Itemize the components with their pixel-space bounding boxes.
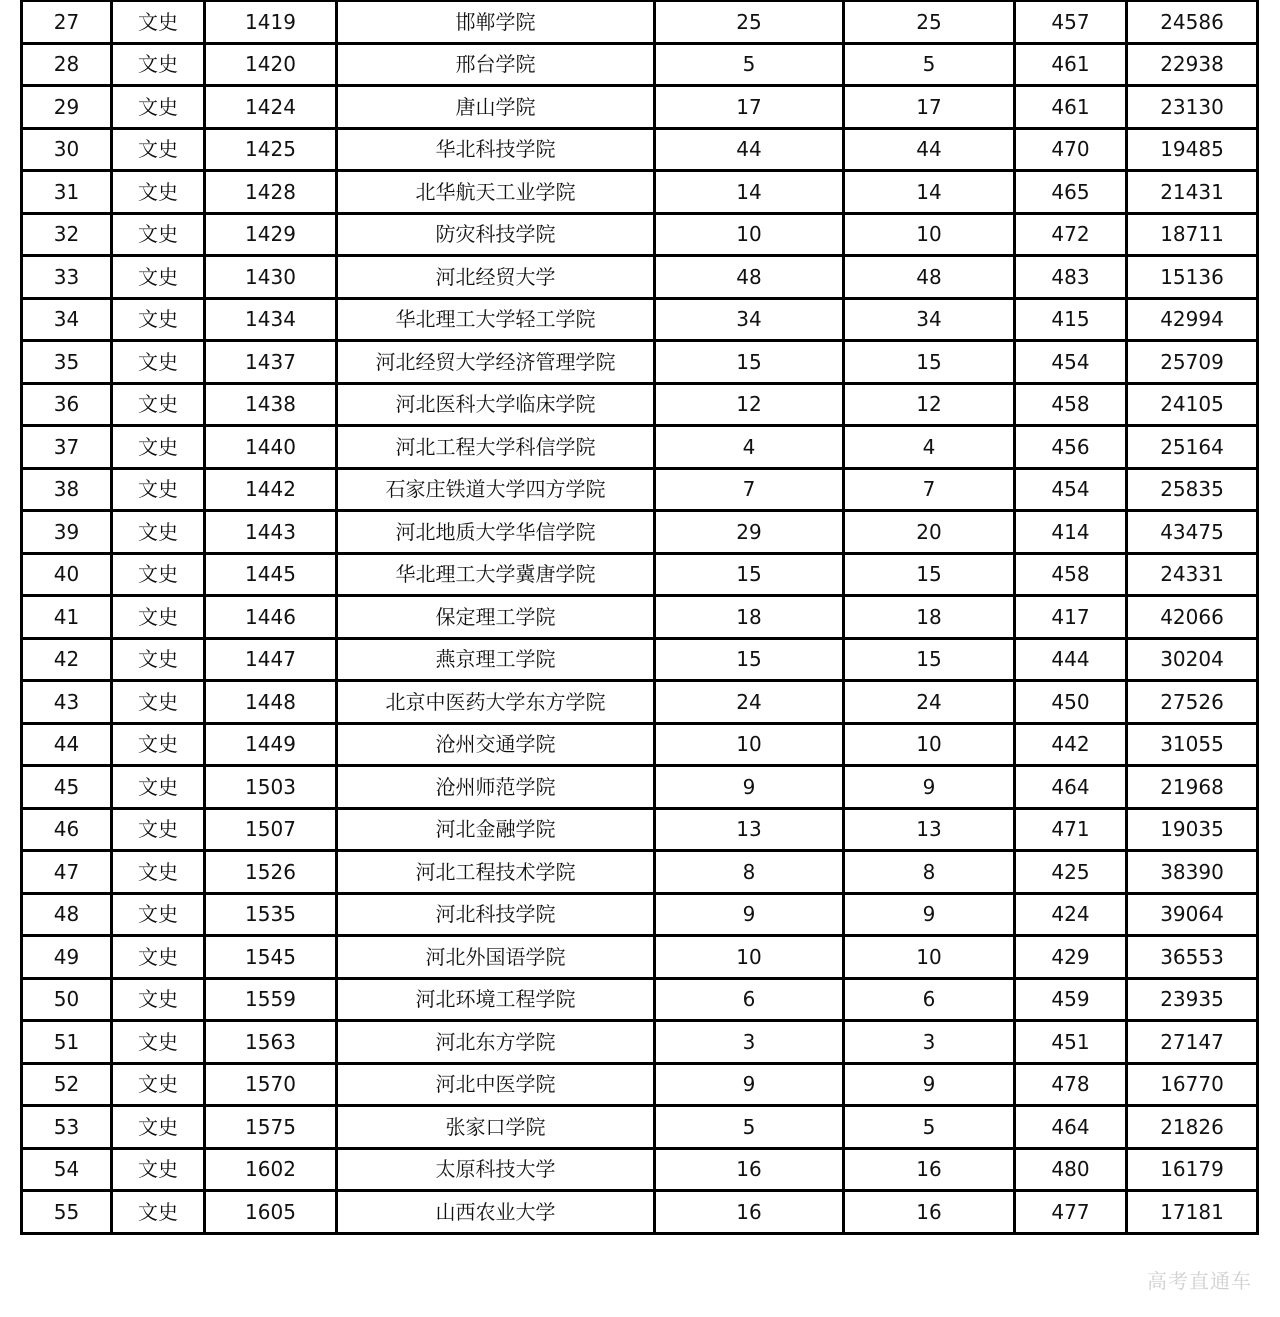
subject-category-cell: 文史 — [112, 851, 205, 894]
school-code-cell: 1424 — [205, 86, 337, 129]
plan-count-cell: 4 — [655, 426, 844, 469]
table-row — [22, 171, 1258, 214]
school-name-cell: 河北东方学院 — [337, 1021, 655, 1064]
admitted-count-cell: 5 — [844, 1106, 1015, 1149]
table-row — [22, 893, 1258, 936]
subject-category-cell: 文史 — [112, 766, 205, 809]
row-number-cell: 44 — [22, 723, 112, 766]
min-rank-cell: 25709 — [1127, 341, 1258, 384]
plan-count-cell: 16 — [655, 1148, 844, 1191]
school-code-cell: 1526 — [205, 851, 337, 894]
table-row — [22, 553, 1258, 596]
subject-category-cell: 文史 — [112, 1063, 205, 1106]
subject-category-cell: 文史 — [112, 936, 205, 979]
admitted-count-cell: 48 — [844, 256, 1015, 299]
row-number-cell: 54 — [22, 1148, 112, 1191]
plan-count-cell: 44 — [655, 128, 844, 171]
plan-count-cell: 5 — [655, 1106, 844, 1149]
school-name-cell: 华北理工大学冀唐学院 — [337, 553, 655, 596]
school-code-cell: 1430 — [205, 256, 337, 299]
row-number-cell: 32 — [22, 213, 112, 256]
table-row — [22, 298, 1258, 341]
row-number-cell: 34 — [22, 298, 112, 341]
admitted-count-cell: 9 — [844, 893, 1015, 936]
subject-category-cell: 文史 — [112, 808, 205, 851]
school-name-cell: 河北经贸大学 — [337, 256, 655, 299]
subject-category-cell: 文史 — [112, 1, 205, 44]
row-number-cell: 51 — [22, 1021, 112, 1064]
min-rank-cell: 18711 — [1127, 213, 1258, 256]
plan-count-cell: 34 — [655, 298, 844, 341]
table-row — [22, 341, 1258, 384]
admitted-count-cell: 15 — [844, 553, 1015, 596]
plan-count-cell: 15 — [655, 553, 844, 596]
min-score-cell: 450 — [1015, 681, 1127, 724]
school-code-cell: 1602 — [205, 1148, 337, 1191]
school-name-cell: 张家口学院 — [337, 1106, 655, 1149]
min-rank-cell: 31055 — [1127, 723, 1258, 766]
row-number-cell: 47 — [22, 851, 112, 894]
plan-count-cell: 29 — [655, 511, 844, 554]
plan-count-cell: 7 — [655, 468, 844, 511]
admitted-count-cell: 6 — [844, 978, 1015, 1021]
school-code-cell: 1425 — [205, 128, 337, 171]
row-number-cell: 35 — [22, 341, 112, 384]
subject-category-cell: 文史 — [112, 468, 205, 511]
school-name-cell: 燕京理工学院 — [337, 638, 655, 681]
table-row — [22, 86, 1258, 129]
min-rank-cell: 16179 — [1127, 1148, 1258, 1191]
min-rank-cell: 42994 — [1127, 298, 1258, 341]
min-rank-cell: 24105 — [1127, 383, 1258, 426]
subject-category-cell: 文史 — [112, 1021, 205, 1064]
row-number-cell: 27 — [22, 1, 112, 44]
min-score-cell: 470 — [1015, 128, 1127, 171]
min-rank-cell: 38390 — [1127, 851, 1258, 894]
table-row — [22, 468, 1258, 511]
table-row — [22, 681, 1258, 724]
min-score-cell: 429 — [1015, 936, 1127, 979]
admitted-count-cell: 13 — [844, 808, 1015, 851]
school-name-cell: 河北经贸大学经济管理学院 — [337, 341, 655, 384]
school-name-cell: 唐山学院 — [337, 86, 655, 129]
school-name-cell: 河北科技学院 — [337, 893, 655, 936]
admitted-count-cell: 24 — [844, 681, 1015, 724]
school-code-cell: 1443 — [205, 511, 337, 554]
plan-count-cell: 17 — [655, 86, 844, 129]
school-name-cell: 河北金融学院 — [337, 808, 655, 851]
school-code-cell: 1429 — [205, 213, 337, 256]
min-score-cell: 458 — [1015, 553, 1127, 596]
admitted-count-cell: 10 — [844, 213, 1015, 256]
subject-category-cell: 文史 — [112, 171, 205, 214]
table-row — [22, 978, 1258, 1021]
school-code-cell: 1563 — [205, 1021, 337, 1064]
table-row — [22, 213, 1258, 256]
min-score-cell: 415 — [1015, 298, 1127, 341]
row-number-cell: 53 — [22, 1106, 112, 1149]
min-score-cell: 471 — [1015, 808, 1127, 851]
school-code-cell: 1507 — [205, 808, 337, 851]
min-rank-cell: 25164 — [1127, 426, 1258, 469]
min-rank-cell: 24331 — [1127, 553, 1258, 596]
school-code-cell: 1419 — [205, 1, 337, 44]
row-number-cell: 30 — [22, 128, 112, 171]
admitted-count-cell: 20 — [844, 511, 1015, 554]
table-row — [22, 43, 1258, 86]
min-rank-cell: 27526 — [1127, 681, 1258, 724]
admitted-count-cell: 14 — [844, 171, 1015, 214]
school-name-cell: 河北环境工程学院 — [337, 978, 655, 1021]
min-rank-cell: 15136 — [1127, 256, 1258, 299]
subject-category-cell: 文史 — [112, 43, 205, 86]
school-name-cell: 河北外国语学院 — [337, 936, 655, 979]
row-number-cell: 37 — [22, 426, 112, 469]
admitted-count-cell: 16 — [844, 1148, 1015, 1191]
admitted-count-cell: 12 — [844, 383, 1015, 426]
min-score-cell: 483 — [1015, 256, 1127, 299]
school-code-cell: 1447 — [205, 638, 337, 681]
school-code-cell: 1449 — [205, 723, 337, 766]
min-score-cell: 414 — [1015, 511, 1127, 554]
row-number-cell: 52 — [22, 1063, 112, 1106]
table-row — [22, 1021, 1258, 1064]
plan-count-cell: 8 — [655, 851, 844, 894]
table-row — [22, 511, 1258, 554]
admitted-count-cell: 15 — [844, 341, 1015, 384]
admitted-count-cell: 17 — [844, 86, 1015, 129]
row-number-cell: 31 — [22, 171, 112, 214]
min-score-cell: 442 — [1015, 723, 1127, 766]
table-row — [22, 1106, 1258, 1149]
school-code-cell: 1434 — [205, 298, 337, 341]
row-number-cell: 48 — [22, 893, 112, 936]
plan-count-cell: 10 — [655, 936, 844, 979]
subject-category-cell: 文史 — [112, 426, 205, 469]
school-code-cell: 1420 — [205, 43, 337, 86]
min-score-cell: 477 — [1015, 1191, 1127, 1234]
plan-count-cell: 9 — [655, 893, 844, 936]
school-name-cell: 太原科技大学 — [337, 1148, 655, 1191]
row-number-cell: 50 — [22, 978, 112, 1021]
admitted-count-cell: 25 — [844, 1, 1015, 44]
subject-category-cell: 文史 — [112, 681, 205, 724]
min-score-cell: 457 — [1015, 1, 1127, 44]
school-name-cell: 邢台学院 — [337, 43, 655, 86]
min-rank-cell: 36553 — [1127, 936, 1258, 979]
admitted-count-cell: 16 — [844, 1191, 1015, 1234]
subject-category-cell: 文史 — [112, 511, 205, 554]
plan-count-cell: 18 — [655, 596, 844, 639]
min-rank-cell: 19485 — [1127, 128, 1258, 171]
table-row — [22, 936, 1258, 979]
min-rank-cell: 42066 — [1127, 596, 1258, 639]
school-code-cell: 1503 — [205, 766, 337, 809]
table-row — [22, 426, 1258, 469]
school-name-cell: 邯郸学院 — [337, 1, 655, 44]
admitted-count-cell: 9 — [844, 766, 1015, 809]
school-code-cell: 1428 — [205, 171, 337, 214]
subject-category-cell: 文史 — [112, 128, 205, 171]
admitted-count-cell: 44 — [844, 128, 1015, 171]
table-row — [22, 766, 1258, 809]
school-name-cell: 河北工程大学科信学院 — [337, 426, 655, 469]
school-name-cell: 防灾科技学院 — [337, 213, 655, 256]
min-rank-cell: 43475 — [1127, 511, 1258, 554]
subject-category-cell: 文史 — [112, 86, 205, 129]
plan-count-cell: 13 — [655, 808, 844, 851]
plan-count-cell: 48 — [655, 256, 844, 299]
row-number-cell: 33 — [22, 256, 112, 299]
row-number-cell: 41 — [22, 596, 112, 639]
watermark-text: 高考直通车 — [1147, 1269, 1252, 1293]
plan-count-cell: 14 — [655, 171, 844, 214]
min-rank-cell: 23130 — [1127, 86, 1258, 129]
min-rank-cell: 39064 — [1127, 893, 1258, 936]
min-score-cell: 454 — [1015, 468, 1127, 511]
row-number-cell: 28 — [22, 43, 112, 86]
school-name-cell: 华北科技学院 — [337, 128, 655, 171]
school-name-cell: 沧州交通学院 — [337, 723, 655, 766]
school-name-cell: 河北工程技术学院 — [337, 851, 655, 894]
school-name-cell: 河北中医学院 — [337, 1063, 655, 1106]
table-row — [22, 808, 1258, 851]
plan-count-cell: 12 — [655, 383, 844, 426]
school-code-cell: 1445 — [205, 553, 337, 596]
subject-category-cell: 文史 — [112, 723, 205, 766]
min-score-cell: 454 — [1015, 341, 1127, 384]
subject-category-cell: 文史 — [112, 341, 205, 384]
table-row — [22, 1063, 1258, 1106]
school-code-cell: 1559 — [205, 978, 337, 1021]
min-score-cell: 461 — [1015, 43, 1127, 86]
min-score-cell: 478 — [1015, 1063, 1127, 1106]
min-score-cell: 417 — [1015, 596, 1127, 639]
table-row — [22, 256, 1258, 299]
table-row — [22, 1148, 1258, 1191]
row-number-cell: 29 — [22, 86, 112, 129]
subject-category-cell: 文史 — [112, 893, 205, 936]
school-code-cell: 1446 — [205, 596, 337, 639]
table-row — [22, 128, 1258, 171]
school-code-cell: 1437 — [205, 341, 337, 384]
min-rank-cell: 30204 — [1127, 638, 1258, 681]
admitted-count-cell: 18 — [844, 596, 1015, 639]
plan-count-cell: 24 — [655, 681, 844, 724]
subject-category-cell: 文史 — [112, 298, 205, 341]
table-row — [22, 723, 1258, 766]
row-number-cell: 40 — [22, 553, 112, 596]
table-row — [22, 1191, 1258, 1234]
row-number-cell: 55 — [22, 1191, 112, 1234]
subject-category-cell: 文史 — [112, 1148, 205, 1191]
school-code-cell: 1440 — [205, 426, 337, 469]
school-code-cell: 1575 — [205, 1106, 337, 1149]
admitted-count-cell: 5 — [844, 43, 1015, 86]
min-rank-cell: 21431 — [1127, 171, 1258, 214]
min-score-cell: 461 — [1015, 86, 1127, 129]
min-score-cell: 444 — [1015, 638, 1127, 681]
school-name-cell: 河北医科大学临床学院 — [337, 383, 655, 426]
row-number-cell: 46 — [22, 808, 112, 851]
plan-count-cell: 16 — [655, 1191, 844, 1234]
school-name-cell: 华北理工大学轻工学院 — [337, 298, 655, 341]
subject-category-cell: 文史 — [112, 1106, 205, 1149]
subject-category-cell: 文史 — [112, 256, 205, 299]
school-code-cell: 1438 — [205, 383, 337, 426]
min-score-cell: 425 — [1015, 851, 1127, 894]
table-row — [22, 1, 1258, 44]
table-row — [22, 851, 1258, 894]
admissions-table — [20, 0, 1259, 1235]
plan-count-cell: 9 — [655, 1063, 844, 1106]
plan-count-cell: 10 — [655, 723, 844, 766]
admitted-count-cell: 34 — [844, 298, 1015, 341]
subject-category-cell: 文史 — [112, 553, 205, 596]
admitted-count-cell: 10 — [844, 723, 1015, 766]
school-name-cell: 山西农业大学 — [337, 1191, 655, 1234]
min-score-cell: 451 — [1015, 1021, 1127, 1064]
school-code-cell: 1545 — [205, 936, 337, 979]
min-rank-cell: 21826 — [1127, 1106, 1258, 1149]
school-name-cell: 北京中医药大学东方学院 — [337, 681, 655, 724]
table-row — [22, 383, 1258, 426]
table-row — [22, 596, 1258, 639]
admitted-count-cell: 4 — [844, 426, 1015, 469]
plan-count-cell: 25 — [655, 1, 844, 44]
min-rank-cell: 22938 — [1127, 43, 1258, 86]
subject-category-cell: 文史 — [112, 978, 205, 1021]
min-rank-cell: 19035 — [1127, 808, 1258, 851]
admitted-count-cell: 10 — [844, 936, 1015, 979]
plan-count-cell: 15 — [655, 341, 844, 384]
min-score-cell: 464 — [1015, 1106, 1127, 1149]
admitted-count-cell: 9 — [844, 1063, 1015, 1106]
plan-count-cell: 9 — [655, 766, 844, 809]
school-code-cell: 1605 — [205, 1191, 337, 1234]
school-code-cell: 1570 — [205, 1063, 337, 1106]
table-row — [22, 638, 1258, 681]
school-code-cell: 1442 — [205, 468, 337, 511]
subject-category-cell: 文史 — [112, 1191, 205, 1234]
row-number-cell: 43 — [22, 681, 112, 724]
school-code-cell: 1448 — [205, 681, 337, 724]
plan-count-cell: 3 — [655, 1021, 844, 1064]
min-rank-cell: 25835 — [1127, 468, 1258, 511]
min-rank-cell: 24586 — [1127, 1, 1258, 44]
row-number-cell: 45 — [22, 766, 112, 809]
plan-count-cell: 5 — [655, 43, 844, 86]
school-name-cell: 石家庄铁道大学四方学院 — [337, 468, 655, 511]
subject-category-cell: 文史 — [112, 638, 205, 681]
min-score-cell: 458 — [1015, 383, 1127, 426]
admitted-count-cell: 7 — [844, 468, 1015, 511]
min-rank-cell: 23935 — [1127, 978, 1258, 1021]
min-rank-cell: 16770 — [1127, 1063, 1258, 1106]
admitted-count-cell: 8 — [844, 851, 1015, 894]
min-score-cell: 465 — [1015, 171, 1127, 214]
min-score-cell: 456 — [1015, 426, 1127, 469]
min-score-cell: 472 — [1015, 213, 1127, 256]
subject-category-cell: 文史 — [112, 596, 205, 639]
school-name-cell: 保定理工学院 — [337, 596, 655, 639]
min-rank-cell: 21968 — [1127, 766, 1258, 809]
plan-count-cell: 15 — [655, 638, 844, 681]
admitted-count-cell: 3 — [844, 1021, 1015, 1064]
row-number-cell: 49 — [22, 936, 112, 979]
table-body — [22, 1, 1258, 1234]
row-number-cell: 36 — [22, 383, 112, 426]
row-number-cell: 39 — [22, 511, 112, 554]
plan-count-cell: 6 — [655, 978, 844, 1021]
admitted-count-cell: 15 — [844, 638, 1015, 681]
row-number-cell: 38 — [22, 468, 112, 511]
school-name-cell: 河北地质大学华信学院 — [337, 511, 655, 554]
subject-category-cell: 文史 — [112, 383, 205, 426]
plan-count-cell: 10 — [655, 213, 844, 256]
min-score-cell: 480 — [1015, 1148, 1127, 1191]
min-score-cell: 459 — [1015, 978, 1127, 1021]
min-score-cell: 464 — [1015, 766, 1127, 809]
school-code-cell: 1535 — [205, 893, 337, 936]
school-name-cell: 北华航天工业学院 — [337, 171, 655, 214]
min-rank-cell: 17181 — [1127, 1191, 1258, 1234]
min-score-cell: 424 — [1015, 893, 1127, 936]
min-rank-cell: 27147 — [1127, 1021, 1258, 1064]
school-name-cell: 沧州师范学院 — [337, 766, 655, 809]
subject-category-cell: 文史 — [112, 213, 205, 256]
row-number-cell: 42 — [22, 638, 112, 681]
